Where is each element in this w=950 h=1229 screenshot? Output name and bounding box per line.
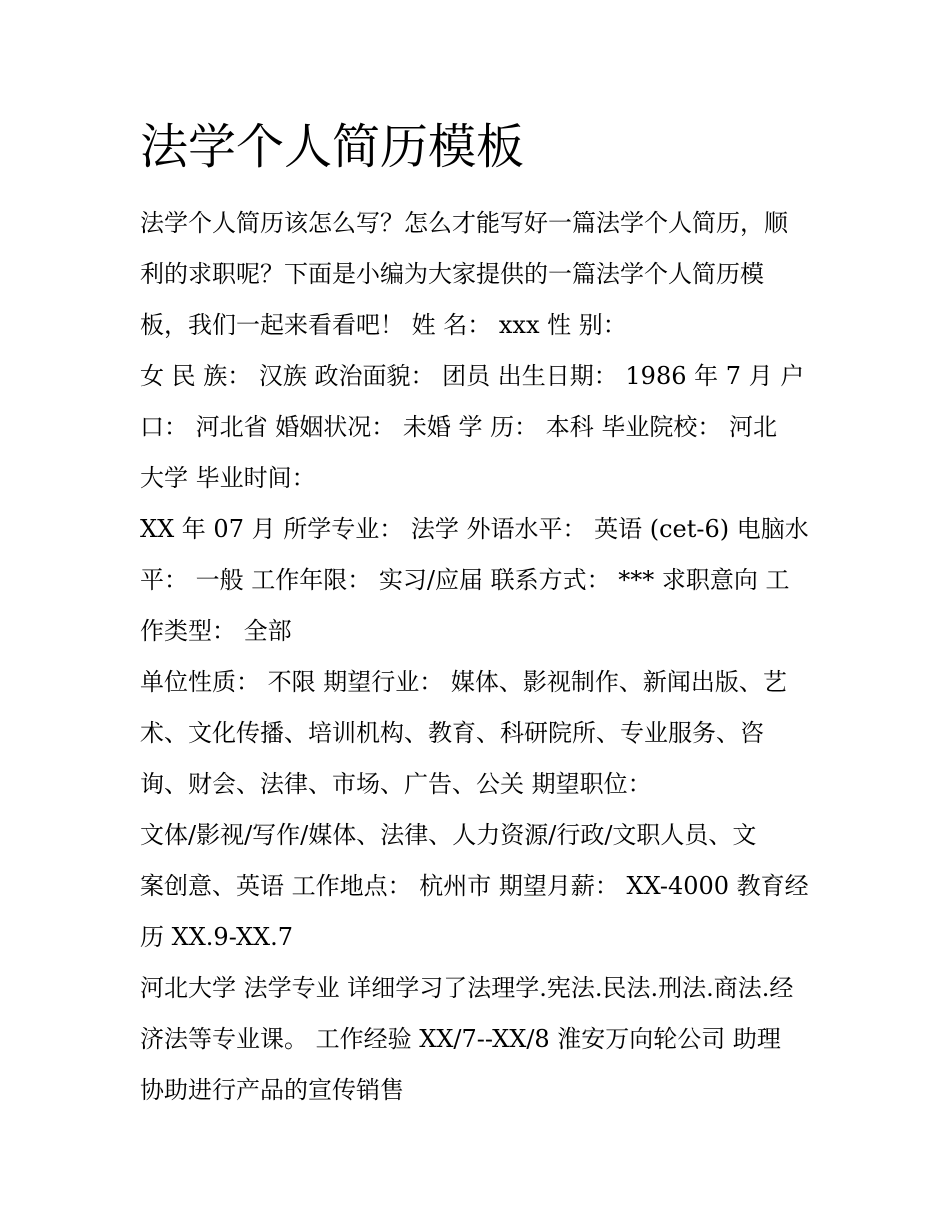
text-line: 平： 一般 工作年限： 实习/应届 联系方式： *** 求职意向 工 [140,566,790,594]
text-line: 济法等专业课。 工作经验 XX/7--XX/8 淮安万向轮公司 助理 [140,1025,781,1053]
text-line: 河北大学 法学专业 详细学习了法理学.宪法.民法.刑法.商法.经 [140,974,794,1002]
text-line: 案创意、英语 工作地点： 杭州市 期望月薪： XX-4000 教育经 [140,872,809,900]
text-line: 板，我们一起来看看吧！ 姓 名： xxx 性 别： [140,311,627,339]
text-line: 利的求职呢？下面是小编为大家提供的一篇法学个人简历模 [140,260,764,288]
text-line: 术、文化传播、培训机构、教育、科研院所、专业服务、咨 [140,719,764,747]
text-line: 询、财会、法律、市场、广告、公关 期望职位： [140,770,652,798]
text-line: 文体/影视/写作/媒体、法律、人力资源/行政/文职人员、文 [140,821,757,849]
text-line: 女 民 族： 汉族 政治面貌： 团员 出生日期： 1986 年 7 月 户 [140,362,805,390]
document-title: 法学个人简历模板 [140,119,525,175]
text-line: 法学个人简历该怎么写？怎么才能写好一篇法学个人简历，顺 [140,209,788,237]
text-line: 作类型： 全部 [140,617,292,645]
text-line: XX 年 07 月 所学专业： 法学 外语水平： 英语 (cet-6) 电脑水 [140,515,809,543]
text-line: 历 XX.9-XX.7 [140,923,294,951]
text-line: 单位性质： 不限 期望行业： 媒体、影视制作、新闻出版、艺 [140,668,787,696]
text-line: 大学 毕业时间： [140,464,316,492]
text-line: 口： 河北省 婚姻状况： 未婚 学 历： 本科 毕业院校： 河北 [140,413,778,441]
document-body [140,198,830,1116]
text-line: 协助进行产品的宣传销售 [140,1076,404,1104]
